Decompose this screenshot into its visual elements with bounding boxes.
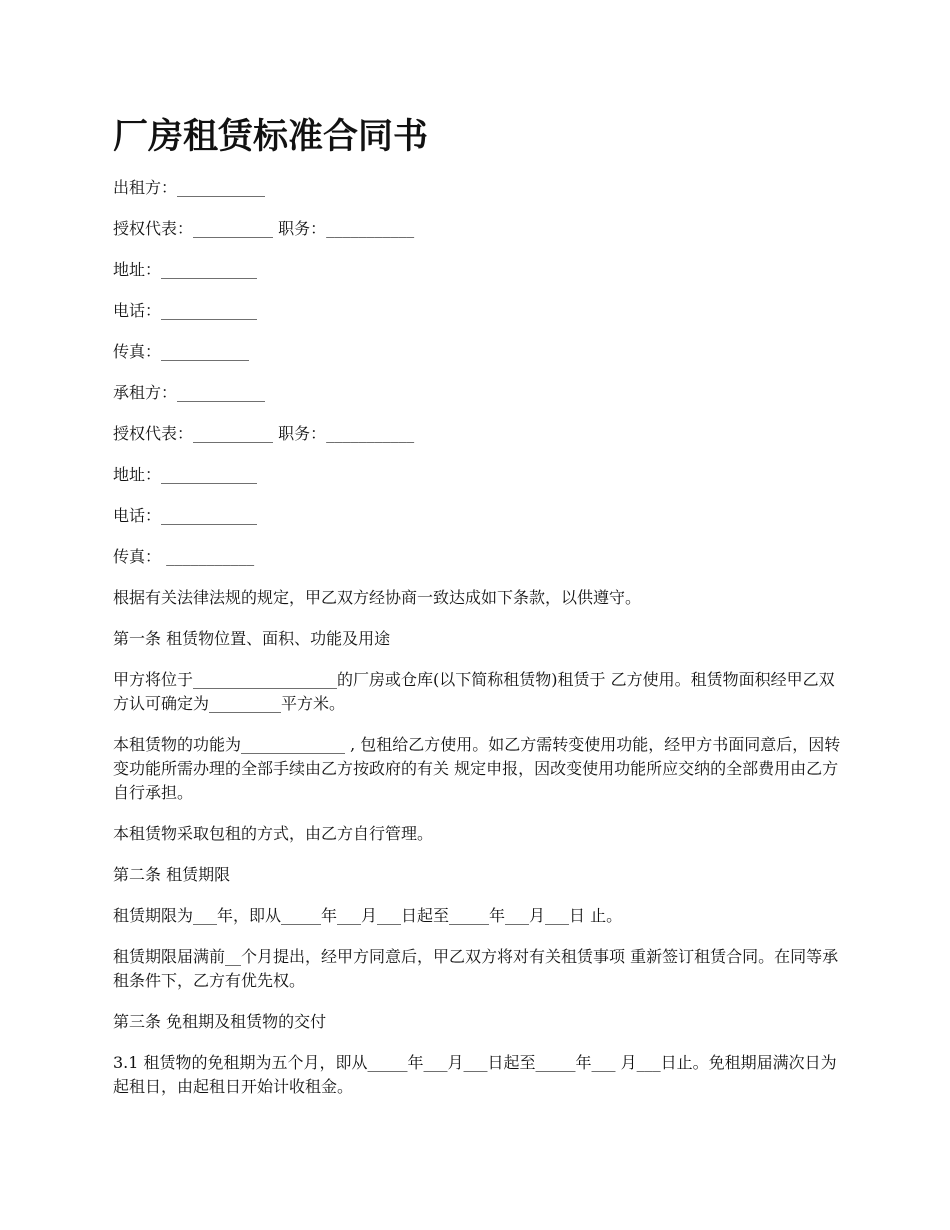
lessee-representative-line: 授权代表：__________ 职务：___________: [113, 424, 415, 443]
lessee-line: 承租方：___________: [113, 383, 266, 402]
article-3-rent-free-paragraph: 3.1 租赁物的免租期为五个月，即从_____年___月___日起至_____年___ 月___日止。免租期届满次日为起租日，由起租日开始计收租金。: [113, 1053, 837, 1096]
article-1-function-paragraph: 本租赁物的功能为_____________ , 包租给乙方使用。如乙方需转变使用功能，经甲方书面同意后，因转变功能所需办理的全部手续由乙方按政府的有关 规定申报，因改变使用功能所应交纳的全部费用由乙方自行承担。: [113, 735, 841, 802]
article-3-heading: 第三条 免租期及租赁物的交付: [113, 1012, 327, 1031]
lessor-fax-line: 传真：___________: [113, 342, 250, 361]
article-1-heading: 第一条 租赁物位置、面积、功能及用途: [113, 629, 391, 648]
article-1-location-paragraph: 甲方将位于__________________的厂房或仓库(以下简称租赁物)租赁于 乙方使用。租赁物面积经甲乙双方认可确定为_________平方米。: [113, 670, 835, 713]
lessor-phone-line: 电话：____________: [113, 301, 258, 320]
article-2-renewal-paragraph: 租赁期限届满前__个月提出，经甲方同意后，甲乙双方将对有关租赁事项 重新签订租赁合同。在同等承租条件下，乙方有优先权。: [113, 947, 839, 990]
preamble-paragraph: 根据有关法律法规的规定，甲乙双方经协商一致达成如下条款，以供遵守。: [113, 588, 642, 607]
contract-body: [113, 586, 843, 1099]
article-2-term-paragraph: 租赁期限为___年，即从_____年___月___日起至_____年___月___日 止。: [113, 906, 623, 925]
article-1-management-paragraph: 本租赁物采取包租的方式，由乙方自行管理。: [113, 824, 434, 843]
lessor-line: 出租方：___________: [113, 178, 266, 197]
lessee-address-line: 地址：____________: [113, 465, 258, 484]
article-2-heading: 第二条 租赁期限: [113, 865, 231, 884]
document-title: 厂房租赁标准合同书: [113, 117, 429, 157]
lessee-fax-line: 传真： ___________: [113, 547, 255, 566]
document-page: [113, 112, 843, 1116]
party-info-section: [113, 176, 843, 569]
lessee-phone-line: 电话：____________: [113, 506, 258, 525]
lessor-address-line: 地址：____________: [113, 260, 258, 279]
lessor-representative-line: 授权代表：__________ 职务：___________: [113, 219, 415, 238]
